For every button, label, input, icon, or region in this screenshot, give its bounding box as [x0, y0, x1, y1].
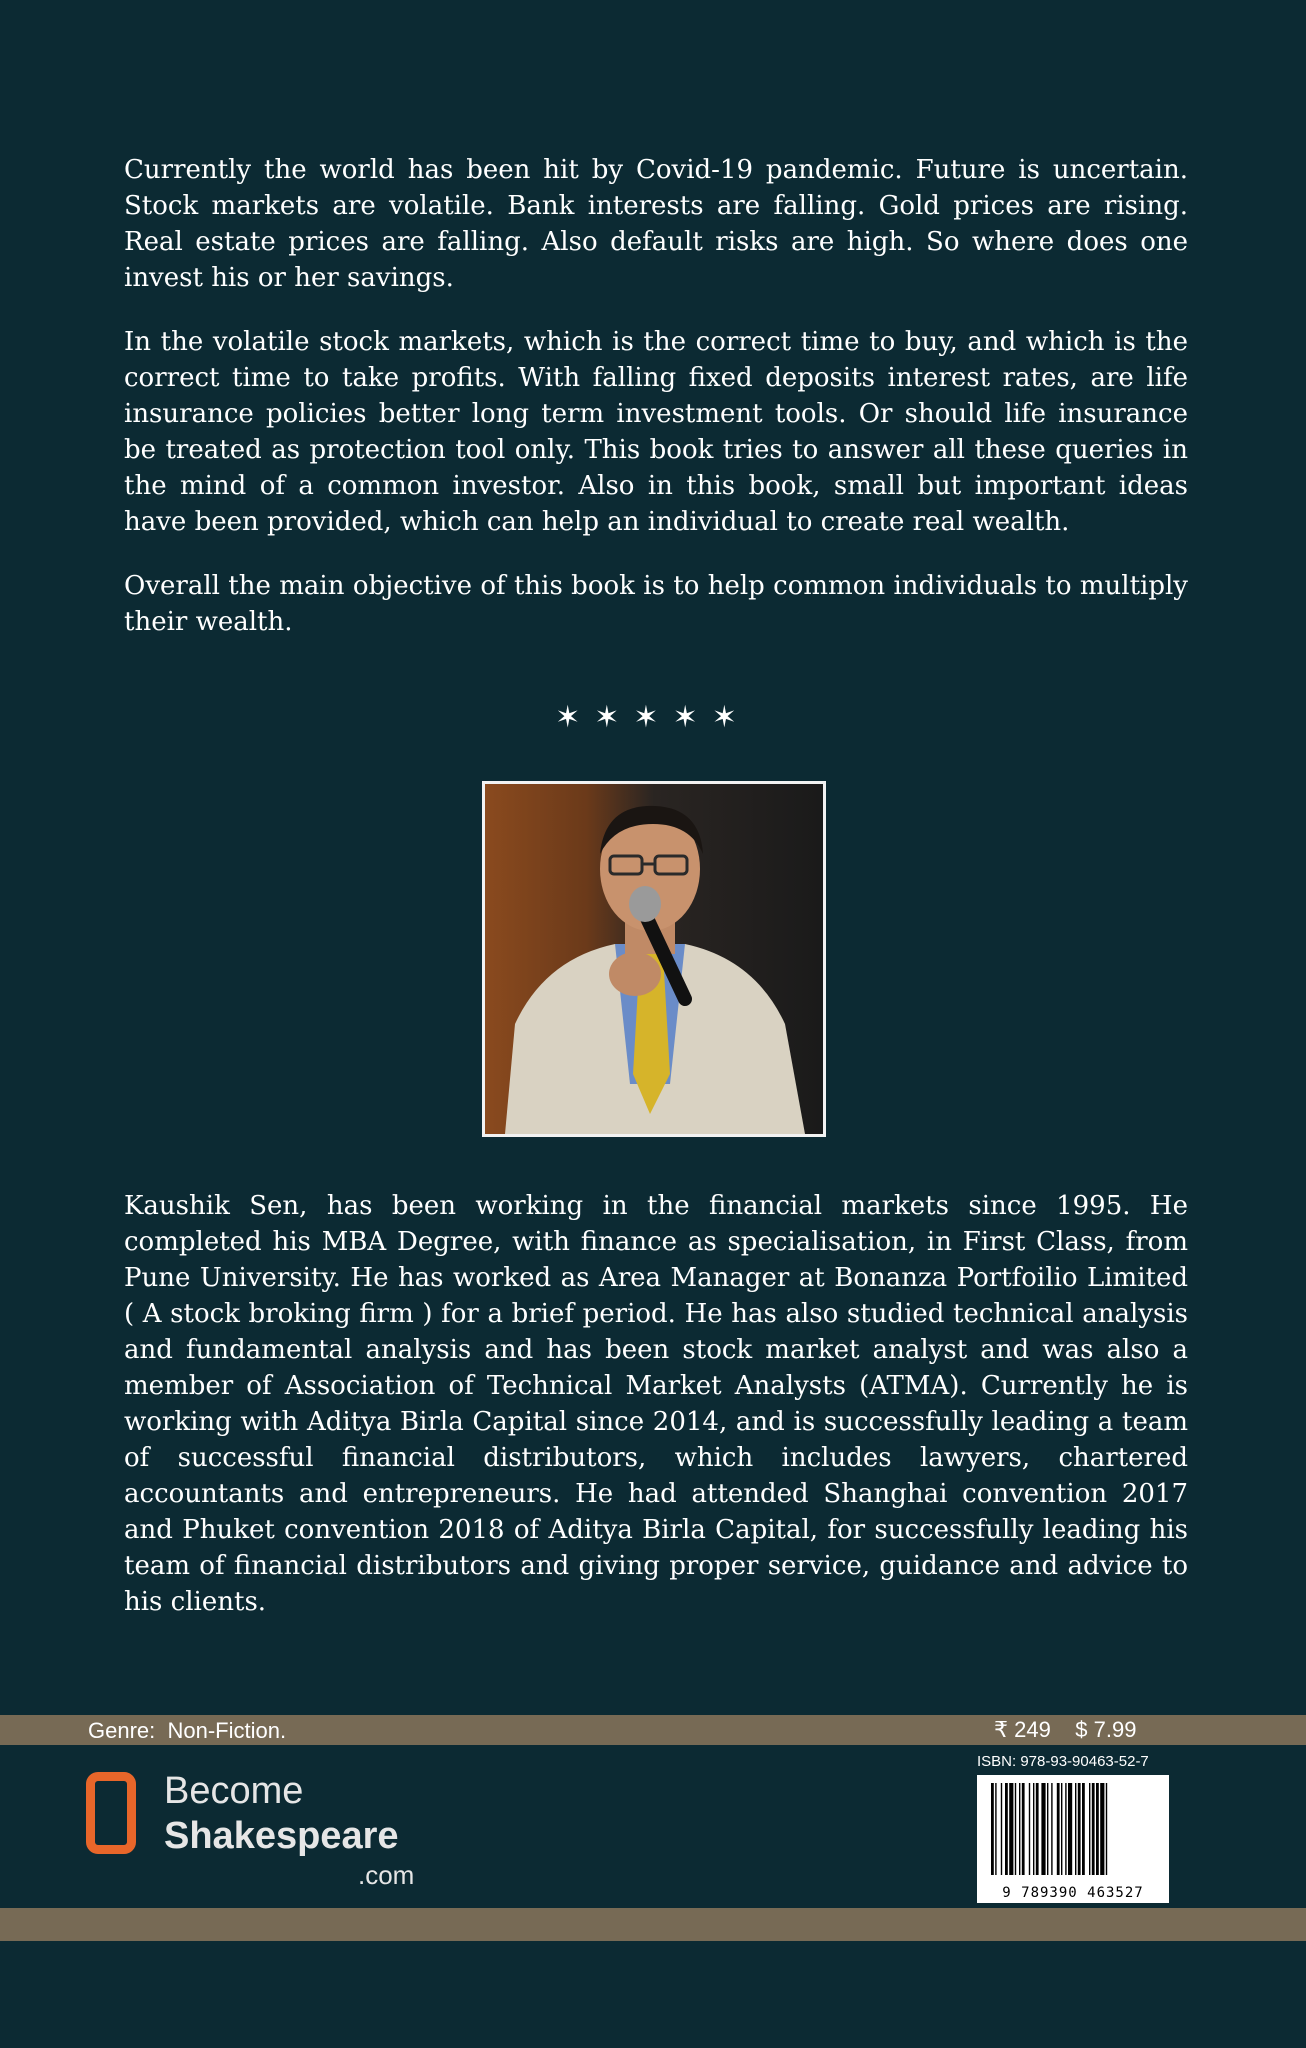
barcode: [977, 1775, 1169, 1903]
author-bio: [124, 1188, 1188, 1620]
logo-text-become: Become: [164, 1770, 304, 1812]
logo-text-shakespeare: Shakespeare: [164, 1815, 399, 1857]
isbn-label: ISBN: 978-93-90463-52-7: [977, 1753, 1149, 1770]
author-bio-text: Kaushik Sen, has been working in the financial markets since 1995. He completed his MBA Degree, with finance as specialisation, in First Class, from Pune University. He has worked as Area Manager at Bonanza Portfoilio Limited ( A stock broking firm ) for a brief period. He has also studied technical analysis and fundamental analysis and has been stock market analyst and was also a member of Association of Technical Market Analysts (ATMA). Currently he is working with Aditya Birla Capital since 2014, and is successfully leading a team of successful financial distributors, which includes lawyers, chartered accountants and entrepreneurs. He had attended Shanghai convention 2017 and Phuket convention 2018 of Aditya Birla Capital, for successfully leading his team of financial distributors and giving proper service, guidance and advice to his clients.: [124, 1191, 1188, 1617]
phone-logo-icon: [86, 1772, 136, 1854]
description-paragraph: In the volatile stock markets, which is the correct time to buy, and which is the correct time to take profits. With falling fixed deposits interest rates, are life insurance policies better long term investment tools. Or should life insurance be treated as protection tool only. This book tries to answer all these queries in the mind of a common investor. Also in this book, small but important ideas have been provided, which can help an individual to create real wealth.: [124, 327, 1188, 537]
barcode-digits: 9 789390 463527: [981, 1885, 1165, 1901]
logo-text-com: .com: [358, 1860, 415, 1890]
star-divider: ✶✶✶✶✶: [555, 700, 751, 735]
bottom-band: [0, 1908, 1306, 1941]
genre-label: Genre: Non-Fiction.: [88, 1718, 287, 1743]
author-photo: [482, 781, 826, 1137]
description-paragraph: Overall the main objective of this book is to help common individuals to multiply their wealth.: [124, 571, 1188, 637]
book-description: [124, 152, 1188, 668]
description-paragraph: Currently the world has been hit by Covid-19 pandemic. Future is uncertain. Stock markets are volatile. Bank interests are falling. Gold prices are rising. Real estate prices are falling. Also default risks are high. So where does one invest his or her savings.: [124, 155, 1188, 293]
price-label: ₹ 249 $ 7.99: [994, 1717, 1137, 1742]
